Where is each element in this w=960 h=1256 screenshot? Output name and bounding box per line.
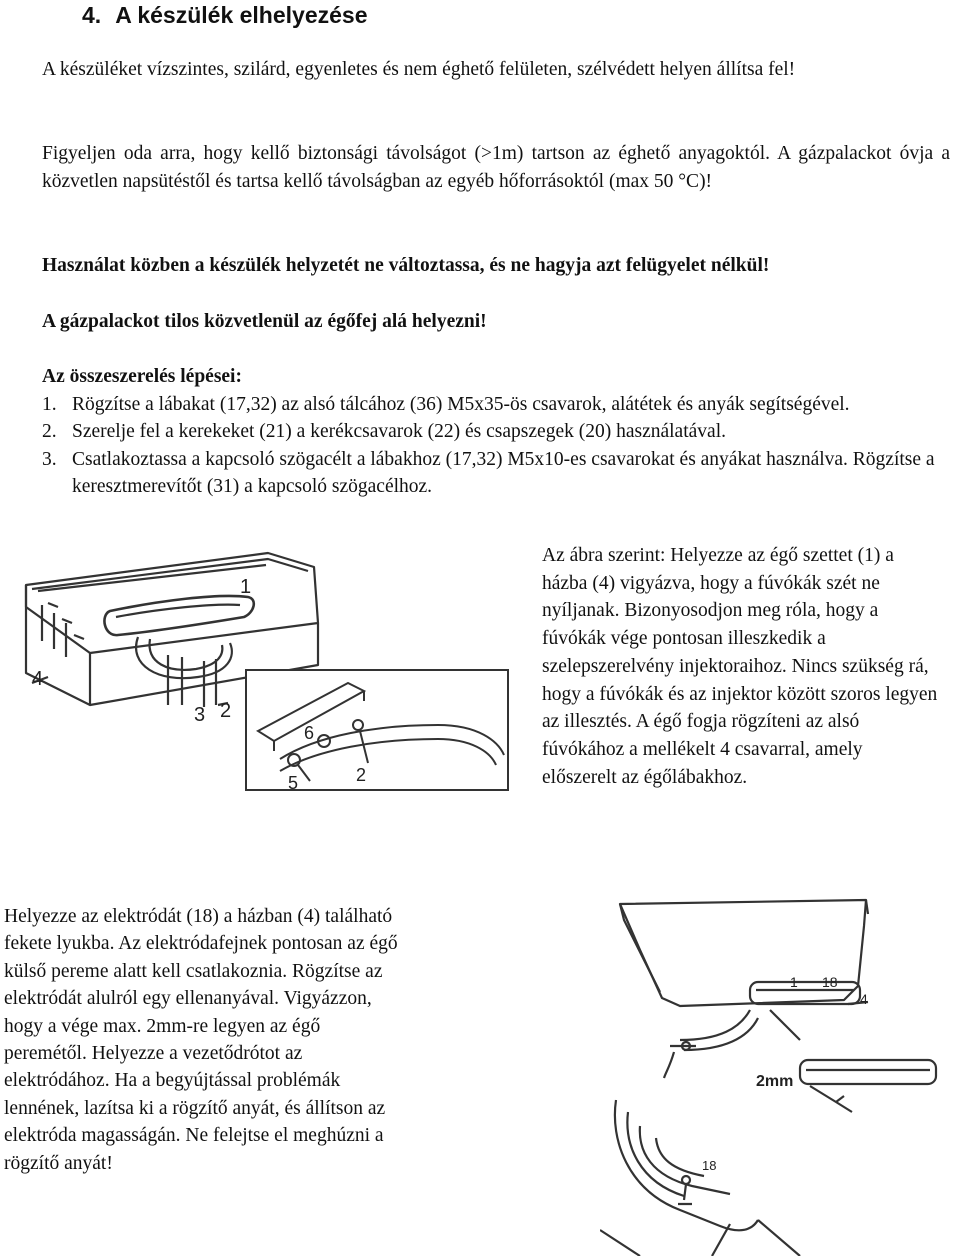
- assembly-step: [42, 418, 950, 446]
- assembly-step: [42, 446, 950, 501]
- step-number: 2.: [42, 421, 57, 442]
- burner-instructions: Az ábra szerint: Helyezze az égő szettet (1) a házba (4) vigyázva, hogy a fúvókák szét ne nyíljanak. Bizonyosodjon meg róla, hogy a fúvókák vége pontosan illeszkedik a szelepszerelvény injektoraihoz. Nincs szükség rá, hogy a fúvókák és az injektor között szoros legyen az illesztés. A égő fogja rögzíteni az alsó fúvókához a mellékelt 4 csavarral, amely előszerelt az égőlábakhoz.: [542, 545, 938, 788]
- burner-housing-figure: [18, 545, 518, 795]
- figure2-label-1: 1: [790, 974, 798, 990]
- step-number: 1.: [42, 393, 57, 415]
- gas-bottle-warning: A gázpalackot tilos közvetlenül az égőfej alá helyezni!: [42, 311, 487, 332]
- assembly-steps: [42, 363, 950, 501]
- electrode-figure: [600, 890, 960, 1256]
- figure1-label-1: 1: [240, 576, 252, 598]
- placement-paragraph: A készüléket vízszintes, szilárd, egyenletes és nem éghető felületen, szélvédett helyen állítsa fel!: [42, 59, 796, 80]
- figure1-label-5: 5: [288, 773, 299, 793]
- figure1-label-3: 3: [194, 704, 206, 726]
- step-text: Szerelje fel a kerekeket (21) a kerékcsavarok (22) és csapszegek (20) használatával.: [72, 421, 726, 442]
- step-text: Csatlakoztassa a kapcsoló szögacélt a lábakhoz (17,32) M5x10-es csavarokat és anyákat használva. Rögzítse a keresztmerevítőt (31) a kapcsoló szögacélhoz.: [72, 448, 935, 497]
- figure2-label-2mm: 2mm: [756, 1073, 794, 1090]
- section-number: 4.: [82, 2, 102, 28]
- section-heading: [82, 0, 368, 30]
- figure1-label-4: 4: [32, 668, 44, 690]
- step-number: 3.: [42, 448, 57, 470]
- assembly-step: [42, 391, 950, 419]
- figure1-label-2: 2: [220, 700, 232, 722]
- step-text: Rögzítse a lábakat (17,32) az alsó tálcához (36) M5x35-ös csavarok, alátétek és anyák segítségével.: [72, 393, 850, 415]
- electrode-instructions: Helyezze az elektródát (18) a házban (4) található fekete lyukba. Az elektródafejnek pontosan az égő külső pereme alatt kell csatlakoznia. Rögzítse az elektródát alulról egy ellenanyával. Vigyázzon, hogy a vége max. 2mm-re legyen az égő peremétől. Helyezze a vezetődrótot az elektródához. Ha a begyújtással problémák lennének, lazítsa ki a rögzítő anyát, és állítson az elektróda magasságán. Ne felejtse el meghúzni a rögzítő anyát!: [4, 906, 398, 1174]
- assembly-title: Az összeszerelés lépései:: [42, 366, 242, 387]
- figure2-label-18b: 18: [702, 1158, 717, 1173]
- figure2-label-18: 18: [822, 974, 838, 990]
- safety-distance-paragraph: Figyeljen oda arra, hogy kellő biztonsági távolságot (>1m) tartson az éghető anyagoktól. A gázpalackot óvja a közvetlen napsütéstől és tartsa kellő távolságban az egyéb hőforrásoktól (max 50 °C)!: [42, 143, 950, 192]
- figure1-label-2b: 2: [356, 765, 367, 785]
- figure2-label-4: 4: [860, 991, 868, 1007]
- section-title: A készülék elhelyezése: [115, 2, 368, 28]
- supervision-warning: Használat közben a készülék helyzetét ne változtassa, és ne hagyja azt felügyelet nélkül!: [42, 255, 770, 276]
- figure1-label-6: 6: [304, 723, 315, 743]
